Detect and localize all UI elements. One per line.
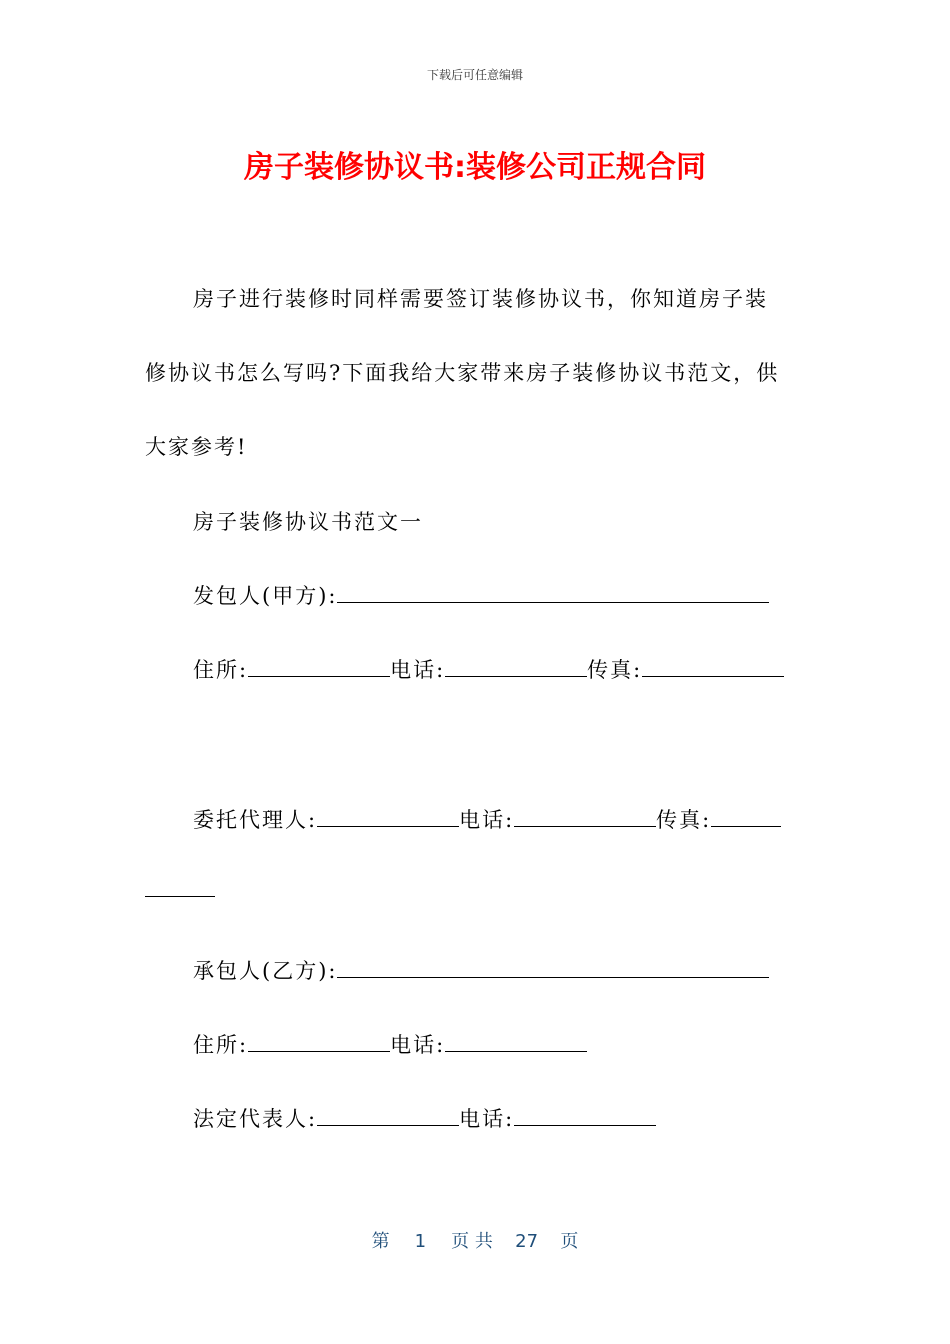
party-a-phone-blank [445,658,587,677]
legal-rep-phone-blank [514,1107,656,1126]
agent-blank [317,808,459,827]
page-mid: 页 共 [451,1231,493,1252]
party-a-label: 发包人(甲方): [193,584,338,608]
party-b-contact-row [193,1029,587,1059]
agent-fax-continuation [145,878,215,902]
party-b-label: 承包人(乙方): [193,959,338,983]
page-suffix: 页 [560,1231,579,1252]
agent-phone-blank [514,808,656,827]
agent-fax-label: 传真: [656,808,712,832]
agent-phone-label: 电话: [459,808,515,832]
party-a-fax-blank [642,658,784,677]
header-note: 下载后可任意编辑 [426,68,523,82]
page-number: 1 [414,1231,427,1252]
legal-rep-blank [317,1107,459,1126]
party-a-address-label: 住所: [193,658,249,682]
party-b-address-blank [248,1033,390,1052]
page-total: 27 [515,1231,539,1252]
intro-line-3: 大家参考! [145,435,248,459]
section-heading: 房子装修协议书范文一 [193,510,423,534]
page-prefix: 第 [371,1231,390,1252]
party-a-fax-label: 传真: [587,658,643,682]
party-a-blank [337,584,769,603]
party-b-phone-label: 电话: [390,1033,446,1057]
legal-rep-label: 法定代表人: [193,1107,318,1131]
party-a-contact-row [193,654,784,684]
legal-rep-row [193,1103,656,1133]
party-b-address-label: 住所: [193,1033,249,1057]
document-title: 房子装修协议书:装修公司正规合同 [244,150,706,185]
page-indicator [0,1227,950,1253]
agent-row [193,804,781,834]
party-b-row [193,955,769,985]
party-a-row [193,580,769,610]
intro-line-1: 房子进行装修时同样需要签订装修协议书，你知道房子装 [193,287,768,311]
party-b-phone-blank [445,1033,587,1052]
agent-fax-blank [711,808,781,827]
party-a-phone-label: 电话: [390,658,446,682]
agent-fax-blank-continued [145,878,215,897]
party-a-address-blank [248,658,390,677]
legal-rep-phone-label: 电话: [459,1107,515,1131]
party-b-blank [337,959,769,978]
agent-label: 委托代理人: [193,808,318,832]
intro-line-2: 修协议书怎么写吗?下面我给大家带来房子装修协议书范文，供 [145,361,780,385]
